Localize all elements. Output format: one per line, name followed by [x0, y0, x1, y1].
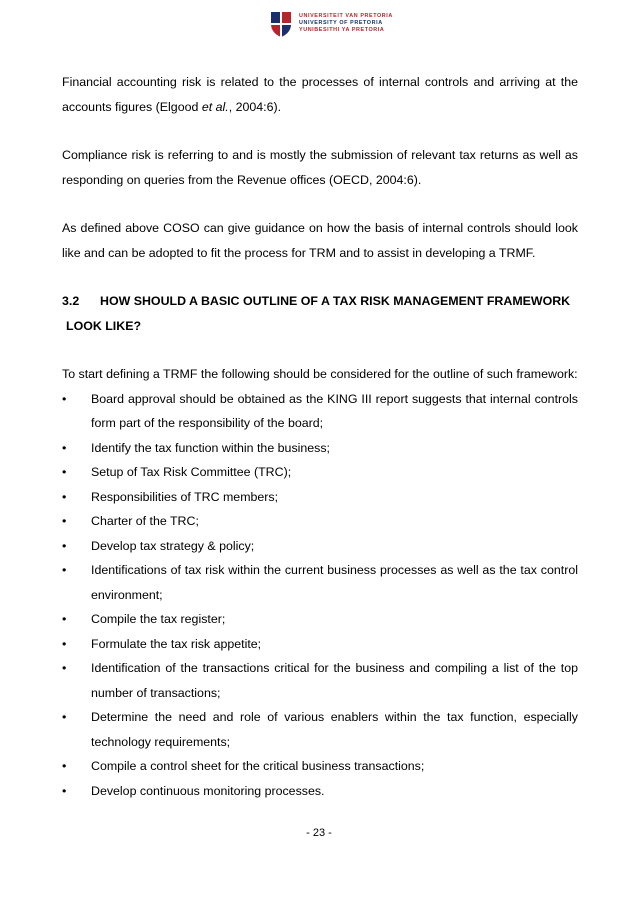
- list-item: [62, 754, 578, 779]
- list-item: [62, 387, 578, 436]
- section-title-line2: LOOK LIKE?: [66, 318, 142, 333]
- list-item-text: Identifications of tax risk within the current business processes as well as the tax control environment;: [91, 563, 578, 602]
- list-item-text: Identify the tax function within the business;: [91, 440, 331, 455]
- list-item: [62, 656, 578, 705]
- page-number: - 23 -: [306, 827, 332, 839]
- document-body: [62, 70, 578, 803]
- university-logo: [268, 10, 393, 38]
- list-item-text: Board approval should be obtained as the KING III report suggests that internal controls form part of the responsibility of the board;: [91, 391, 578, 430]
- bullet-icon: •: [62, 612, 67, 626]
- list-item: [62, 460, 578, 485]
- section-heading: [62, 289, 578, 338]
- list-item: [62, 632, 578, 657]
- list-item-text: Identification of the transactions critical for the business and compiling a list of the top number of transactions;: [91, 661, 578, 700]
- bullet-list: [62, 387, 578, 804]
- university-name-line: UNIVERSITEIT VAN PRETORIA: [299, 13, 393, 19]
- paragraph-text: Financial accounting risk is related to the processes of internal controls and arriving at the accounts figures (Elgood: [62, 75, 578, 114]
- bullet-icon: •: [62, 710, 67, 724]
- bullet-icon: •: [62, 538, 67, 553]
- list-item: [62, 509, 578, 534]
- university-crest-icon: [268, 10, 294, 38]
- bullet-icon: •: [62, 465, 67, 479]
- list-item-text: Setup of Tax Risk Committee (TRC);: [91, 465, 292, 479]
- university-name: [299, 13, 393, 34]
- list-item-text: Develop continuous monitoring processes.: [91, 783, 325, 798]
- bullet-icon: •: [62, 759, 67, 773]
- section-number: 3.2: [62, 294, 80, 308]
- paragraph-text: , 2004:6).: [228, 99, 282, 114]
- list-item: [62, 779, 578, 804]
- bullet-icon: •: [62, 514, 67, 528]
- list-item: [62, 558, 578, 607]
- list-item-text: Compile the tax register;: [91, 612, 226, 626]
- bullet-icon: •: [62, 391, 67, 406]
- paragraph-intro: To start defining a TRMF the following should be considered for the outline of such framework:: [62, 367, 578, 381]
- list-item: [62, 705, 578, 754]
- bullet-icon: •: [62, 636, 67, 651]
- section-title-line1: HOW SHOULD A BASIC OUTLINE OF A TAX RISK MANAGEMENT FRAMEWORK: [100, 294, 571, 308]
- bullet-icon: •: [62, 563, 67, 577]
- list-item-text: Develop tax strategy & policy;: [91, 538, 255, 553]
- list-item-text: Formulate the tax risk appetite;: [91, 636, 262, 651]
- list-item: [62, 485, 578, 510]
- paragraph-financial-risk: [62, 70, 578, 119]
- list-item-text: Compile a control sheet for the critical business transactions;: [91, 759, 425, 773]
- list-item: [62, 534, 578, 559]
- list-item-text: Charter of the TRC;: [91, 514, 199, 528]
- university-name-line: YUNIBESITHI YA PRETORIA: [299, 27, 385, 33]
- citation-italic: et al.: [201, 99, 229, 114]
- bullet-icon: •: [62, 489, 67, 504]
- bullet-icon: •: [62, 661, 67, 675]
- paragraph-coso: As defined above COSO can give guidance on how the basis of internal controls should look like and can be adopted to fit the process for TRM and to assist in developing a TRMF.: [62, 221, 578, 260]
- list-item-text: Determine the need and role of various enablers within the tax function, especially technology requirements;: [91, 710, 578, 749]
- paragraph-compliance-risk: Compliance risk is referring to and is mostly the submission of relevant tax returns as well as responding on queries from the Revenue offices (OECD, 2004:6).: [62, 148, 578, 187]
- bullet-icon: •: [62, 440, 67, 455]
- bullet-icon: •: [62, 783, 67, 798]
- list-item-text: Responsibilities of TRC members;: [91, 489, 279, 504]
- list-item: [62, 607, 578, 632]
- list-item: [62, 436, 578, 461]
- university-name-line: UNIVERSITY OF PRETORIA: [299, 20, 383, 26]
